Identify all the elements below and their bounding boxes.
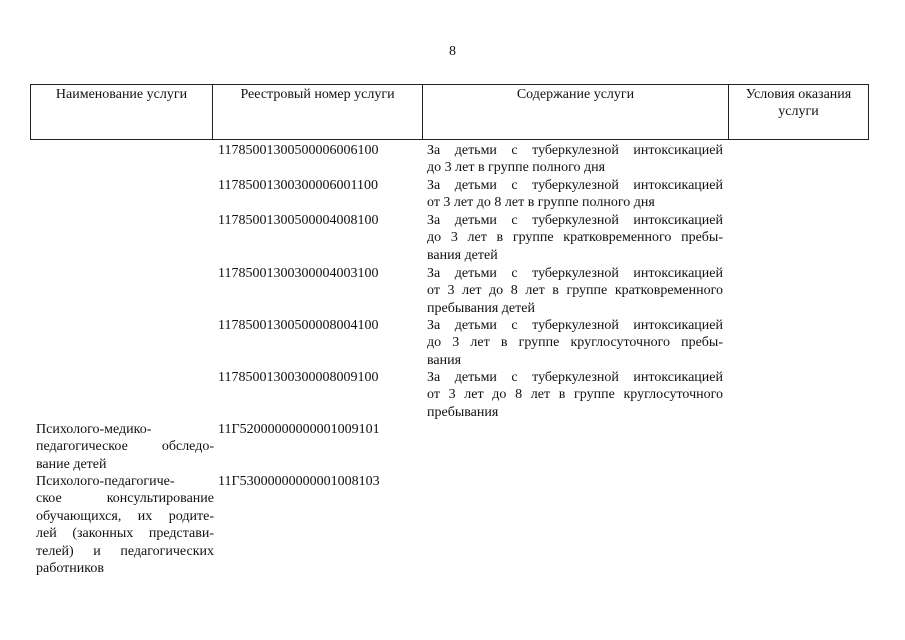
page-number: 8 (449, 44, 456, 59)
service-name: Психолого-педагогиче- ское консультирование обучающихся, их родите- лей (законных представи- телей) и педагогических работников (36, 474, 214, 577)
registry-number: 11785001300300008009100 (218, 370, 379, 385)
service-content: За детьми с туберкулезной интоксикацией от 3 лет до 8 лет в группе кратковременного пребывания детей (427, 266, 723, 316)
header-service-name: Наименование услуги (31, 85, 213, 140)
services-table-header (30, 84, 869, 140)
service-content: За детьми с туберкулезной интоксикацией от 3 лет до 8 лет в группе круглосуточного пребывания (427, 370, 723, 420)
registry-number: 11Г53000000000001008103 (218, 474, 380, 489)
header-service-content: Содержание услуги (423, 85, 729, 140)
service-content: За детьми с туберкулезной интоксикацией до 3 лет в группе круглосуточного пребы- вания (427, 318, 723, 368)
registry-number: 11785001300300004003100 (218, 266, 379, 281)
registry-number: 11785001300300006001100 (218, 178, 378, 193)
registry-number: 11Г52000000000001009101 (218, 422, 380, 437)
service-name: Психолого-медико- педагогическое обследо- вание детей (36, 422, 214, 472)
service-content: За детьми с туберкулезной интоксикацией до 3 лет в группе полного дня (427, 143, 723, 176)
header-service-conditions: Условия оказания услуги (729, 85, 869, 140)
service-content: За детьми с туберкулезной интоксикацией до 3 лет в группе кратковременного пребы- вания детей (427, 213, 723, 263)
registry-number: 11785001300500004008100 (218, 213, 379, 228)
registry-number: 11785001300500008004100 (218, 318, 379, 333)
service-content: За детьми с туберкулезной интоксикацией от 3 лет до 8 лет в группе полного дня (427, 178, 723, 211)
registry-number: 11785001300500006006100 (218, 143, 379, 158)
header-registry-number: Реестровый номер услуги (213, 85, 423, 140)
